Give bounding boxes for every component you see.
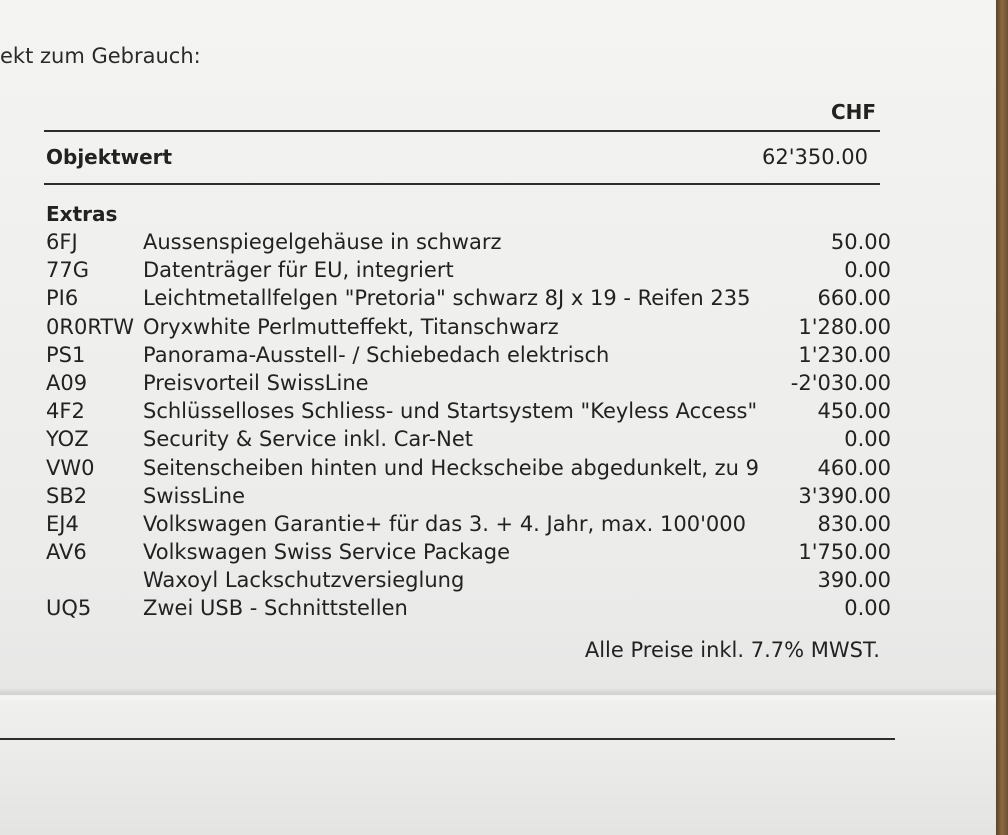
item-code: 4F2: [46, 399, 85, 424]
item-code: 77G: [46, 258, 89, 283]
item-price: 0.00: [844, 427, 891, 452]
item-code: PS1: [46, 342, 86, 367]
item-description: Schlüsselloses Schliess- und Startsystem "Keyless Access": [143, 399, 758, 424]
item-description: Panorama-Ausstell- / Schiebedach elektrisch: [143, 342, 610, 367]
top-divider: [44, 130, 880, 132]
currency-header: CHF: [831, 100, 877, 124]
middle-divider: [44, 183, 880, 185]
item-code: VW0: [46, 455, 95, 480]
extras-list: [46, 228, 891, 623]
item-price: 0.00: [844, 596, 891, 621]
item-description: Leichtmetallfelgen "Pretoria" schwarz 8J x 19 - Reifen 235: [143, 286, 751, 311]
item-description: SwissLine: [143, 483, 245, 508]
item-price: 450.00: [817, 399, 891, 424]
list-item: [46, 228, 891, 256]
item-code: SB2: [46, 483, 88, 508]
item-description: Security & Service inkl. Car-Net: [143, 427, 474, 452]
item-description: Aussenspiegelgehäuse in schwarz: [143, 230, 502, 254]
bottom-divider: [0, 738, 895, 740]
item-code: 0R0RTW: [46, 314, 134, 339]
list-item: [46, 594, 891, 622]
item-price: -2'030.00: [790, 370, 891, 395]
list-item: [46, 482, 891, 510]
list-item: [46, 369, 891, 397]
item-code: YOZ: [46, 427, 89, 452]
item-description: Volkswagen Garantie+ für das 3. + 4. Jahr, max. 100'000: [143, 511, 746, 536]
list-item: [46, 284, 891, 312]
table-edge: [996, 0, 1008, 835]
item-code: AV6: [46, 540, 87, 565]
item-code: PI6: [46, 286, 79, 311]
list-item: [46, 397, 891, 425]
item-description: Zwei USB - Schnittstellen: [143, 596, 408, 621]
item-price: 50.00: [830, 230, 891, 254]
item-description: Waxoyl Lackschutzversieglung: [143, 568, 465, 593]
item-description: Datenträger für EU, integriert: [143, 258, 454, 283]
item-code: A09: [46, 370, 88, 395]
list-item: [46, 454, 891, 482]
item-code: UQ5: [46, 596, 92, 621]
item-description: Volkswagen Swiss Service Package: [143, 540, 511, 565]
vat-note: Alle Preise inkl. 7.7% MWST.: [584, 638, 880, 662]
item-code: 6FJ: [46, 230, 78, 254]
item-code: EJ4: [46, 511, 79, 536]
item-price: 660.00: [817, 286, 891, 311]
list-item: [46, 510, 891, 538]
list-item: [46, 538, 891, 566]
item-description: Oryxwhite Perlmutteffekt, Titanschwarz: [143, 314, 559, 339]
list-item: [46, 341, 891, 369]
item-price: 0.00: [844, 258, 891, 283]
item-price: 1'750.00: [798, 540, 891, 565]
item-price: 1'280.00: [798, 314, 891, 339]
list-item: [46, 566, 891, 594]
item-price: 460.00: [817, 455, 891, 480]
item-description: Seitenscheiben hinten und Heckscheibe abgedunkelt, zu 9: [143, 455, 759, 480]
item-price: 1'230.00: [798, 342, 891, 367]
objektwert-label: Objektwert: [46, 145, 173, 169]
list-item: [46, 256, 891, 284]
paper-fold-crease: [0, 688, 1008, 702]
objektwert-value: 62'350.00: [762, 145, 868, 169]
intro-text: ekt zum Gebrauch:: [0, 44, 201, 68]
item-price: 830.00: [817, 511, 891, 536]
paper-lower-fold: [0, 698, 996, 835]
extras-heading: Extras: [46, 202, 118, 226]
list-item: [46, 425, 891, 453]
item-price: 3'390.00: [798, 483, 891, 508]
item-description: Preisvorteil SwissLine: [143, 370, 369, 395]
item-price: 390.00: [817, 568, 891, 593]
list-item: [46, 313, 891, 341]
